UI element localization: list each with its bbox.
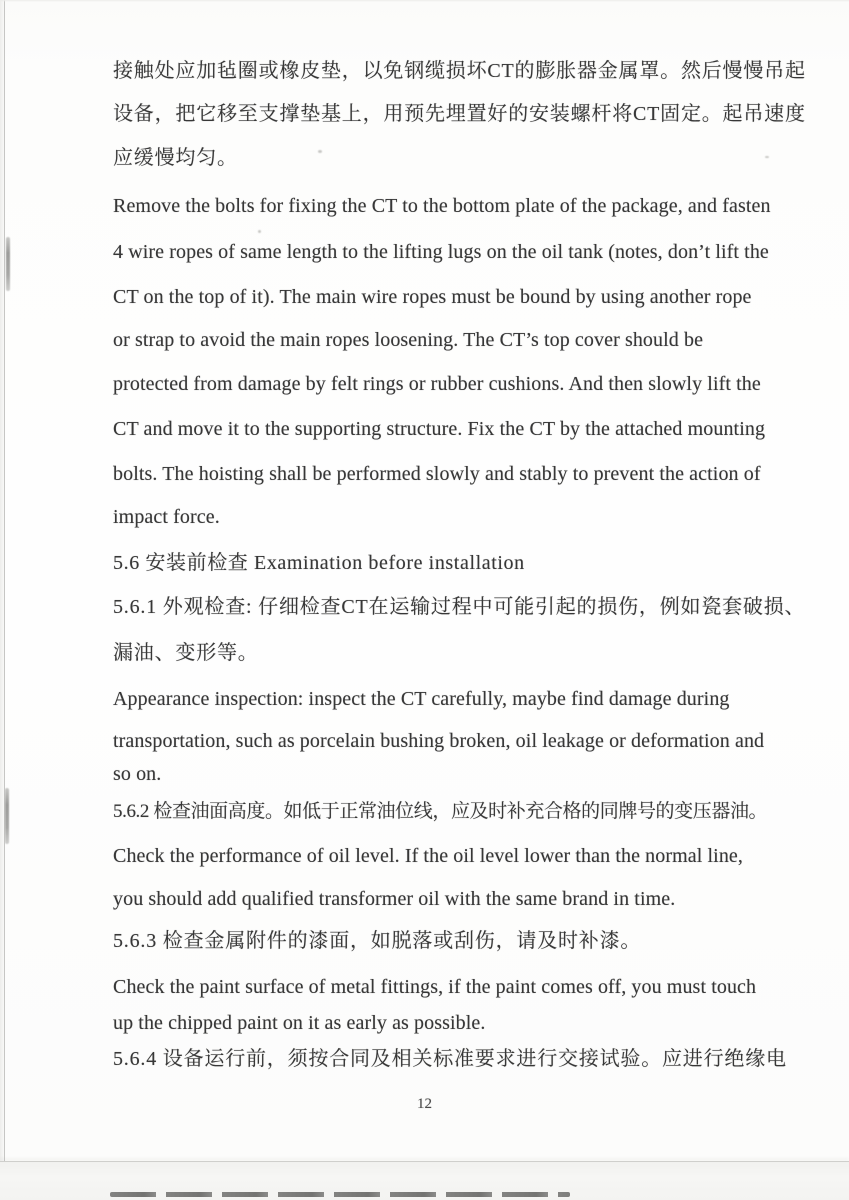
scan-artifact-left-lower (5, 788, 9, 844)
text-line: CT on the top of it). The main wire ropes must be bound by using another rope (113, 286, 752, 308)
text-line: or strap to avoid the main ropes loosening. The CT’s top cover should be (113, 329, 704, 351)
section-heading-text: 5.6 安装前检查 Examination before installation (113, 552, 525, 574)
text-line: you should add qualified transformer oil with the same brand in time. (113, 888, 676, 910)
text-line: 接触处应加毡圈或橡皮垫，以免钢缆损坏CT的膨胀器金属罩。然后慢慢吊起 (113, 60, 806, 82)
page-edge-top (0, 0, 849, 2)
next-page-bleed-artifact (110, 1192, 570, 1197)
text-line: 5.6.2 检查油面高度。如低于正常油位线，应及时补充合格的同牌号的变压器油。 (113, 801, 768, 822)
text-line: up the chipped paint on it as early as possible. (113, 1012, 486, 1034)
text-line: transportation, such as porcelain bushing broken, oil leakage or deformation and (113, 730, 765, 752)
scan-speck (318, 150, 322, 153)
text-line: CT and move it to the supporting structure. Fix the CT by the attached mounting (113, 418, 766, 440)
text-line: Check the paint surface of metal fittings, if the paint comes off, you must touch (113, 976, 757, 998)
text-line: 5.6.3 检查金属附件的漆面，如脱落或刮伤，请及时补漆。 (113, 930, 642, 952)
page-edge-left (4, 0, 5, 1162)
text-line: 设备，把它移至支撑垫基上，用预先埋置好的安装螺杆将CT固定。起吊速度 (113, 103, 806, 125)
text-line: 4 wire ropes of same length to the lifting lugs on the oil tank (notes, don’t lift the (113, 241, 769, 263)
scan-speck (765, 156, 769, 158)
text-line: 5.6.1 外观检查: 仔细检查CT在运输过程中可能引起的损伤，例如瓷套破损、 (113, 596, 806, 618)
text-line: protected from damage by felt rings or rubber cushions. And then slowly lift the (113, 373, 761, 395)
text-line: so on. (113, 763, 162, 785)
text-line: impact force. (113, 506, 220, 528)
text-line: 5.6.4 设备运行前，须按合同及相关标准要求进行交接试验。应进行绝缘电 (113, 1048, 787, 1070)
scan-speck (258, 230, 261, 233)
page-number: 12 (417, 1096, 432, 1112)
text-line: 应缓慢均匀。 (113, 147, 238, 169)
text-line: 漏油、变形等。 (113, 642, 259, 664)
text-line: Remove the bolts for fixing the CT to the bottom plate of the package, and fasten (113, 195, 771, 217)
scan-artifact-left-upper (6, 237, 10, 291)
text-line: Check the performance of oil level. If the oil level lower than the normal line, (113, 845, 743, 867)
text-line: Appearance inspection: inspect the CT carefully, maybe find damage during (113, 688, 730, 710)
text-line: bolts. The hoisting shall be performed slowly and stably to prevent the action of (113, 463, 761, 485)
